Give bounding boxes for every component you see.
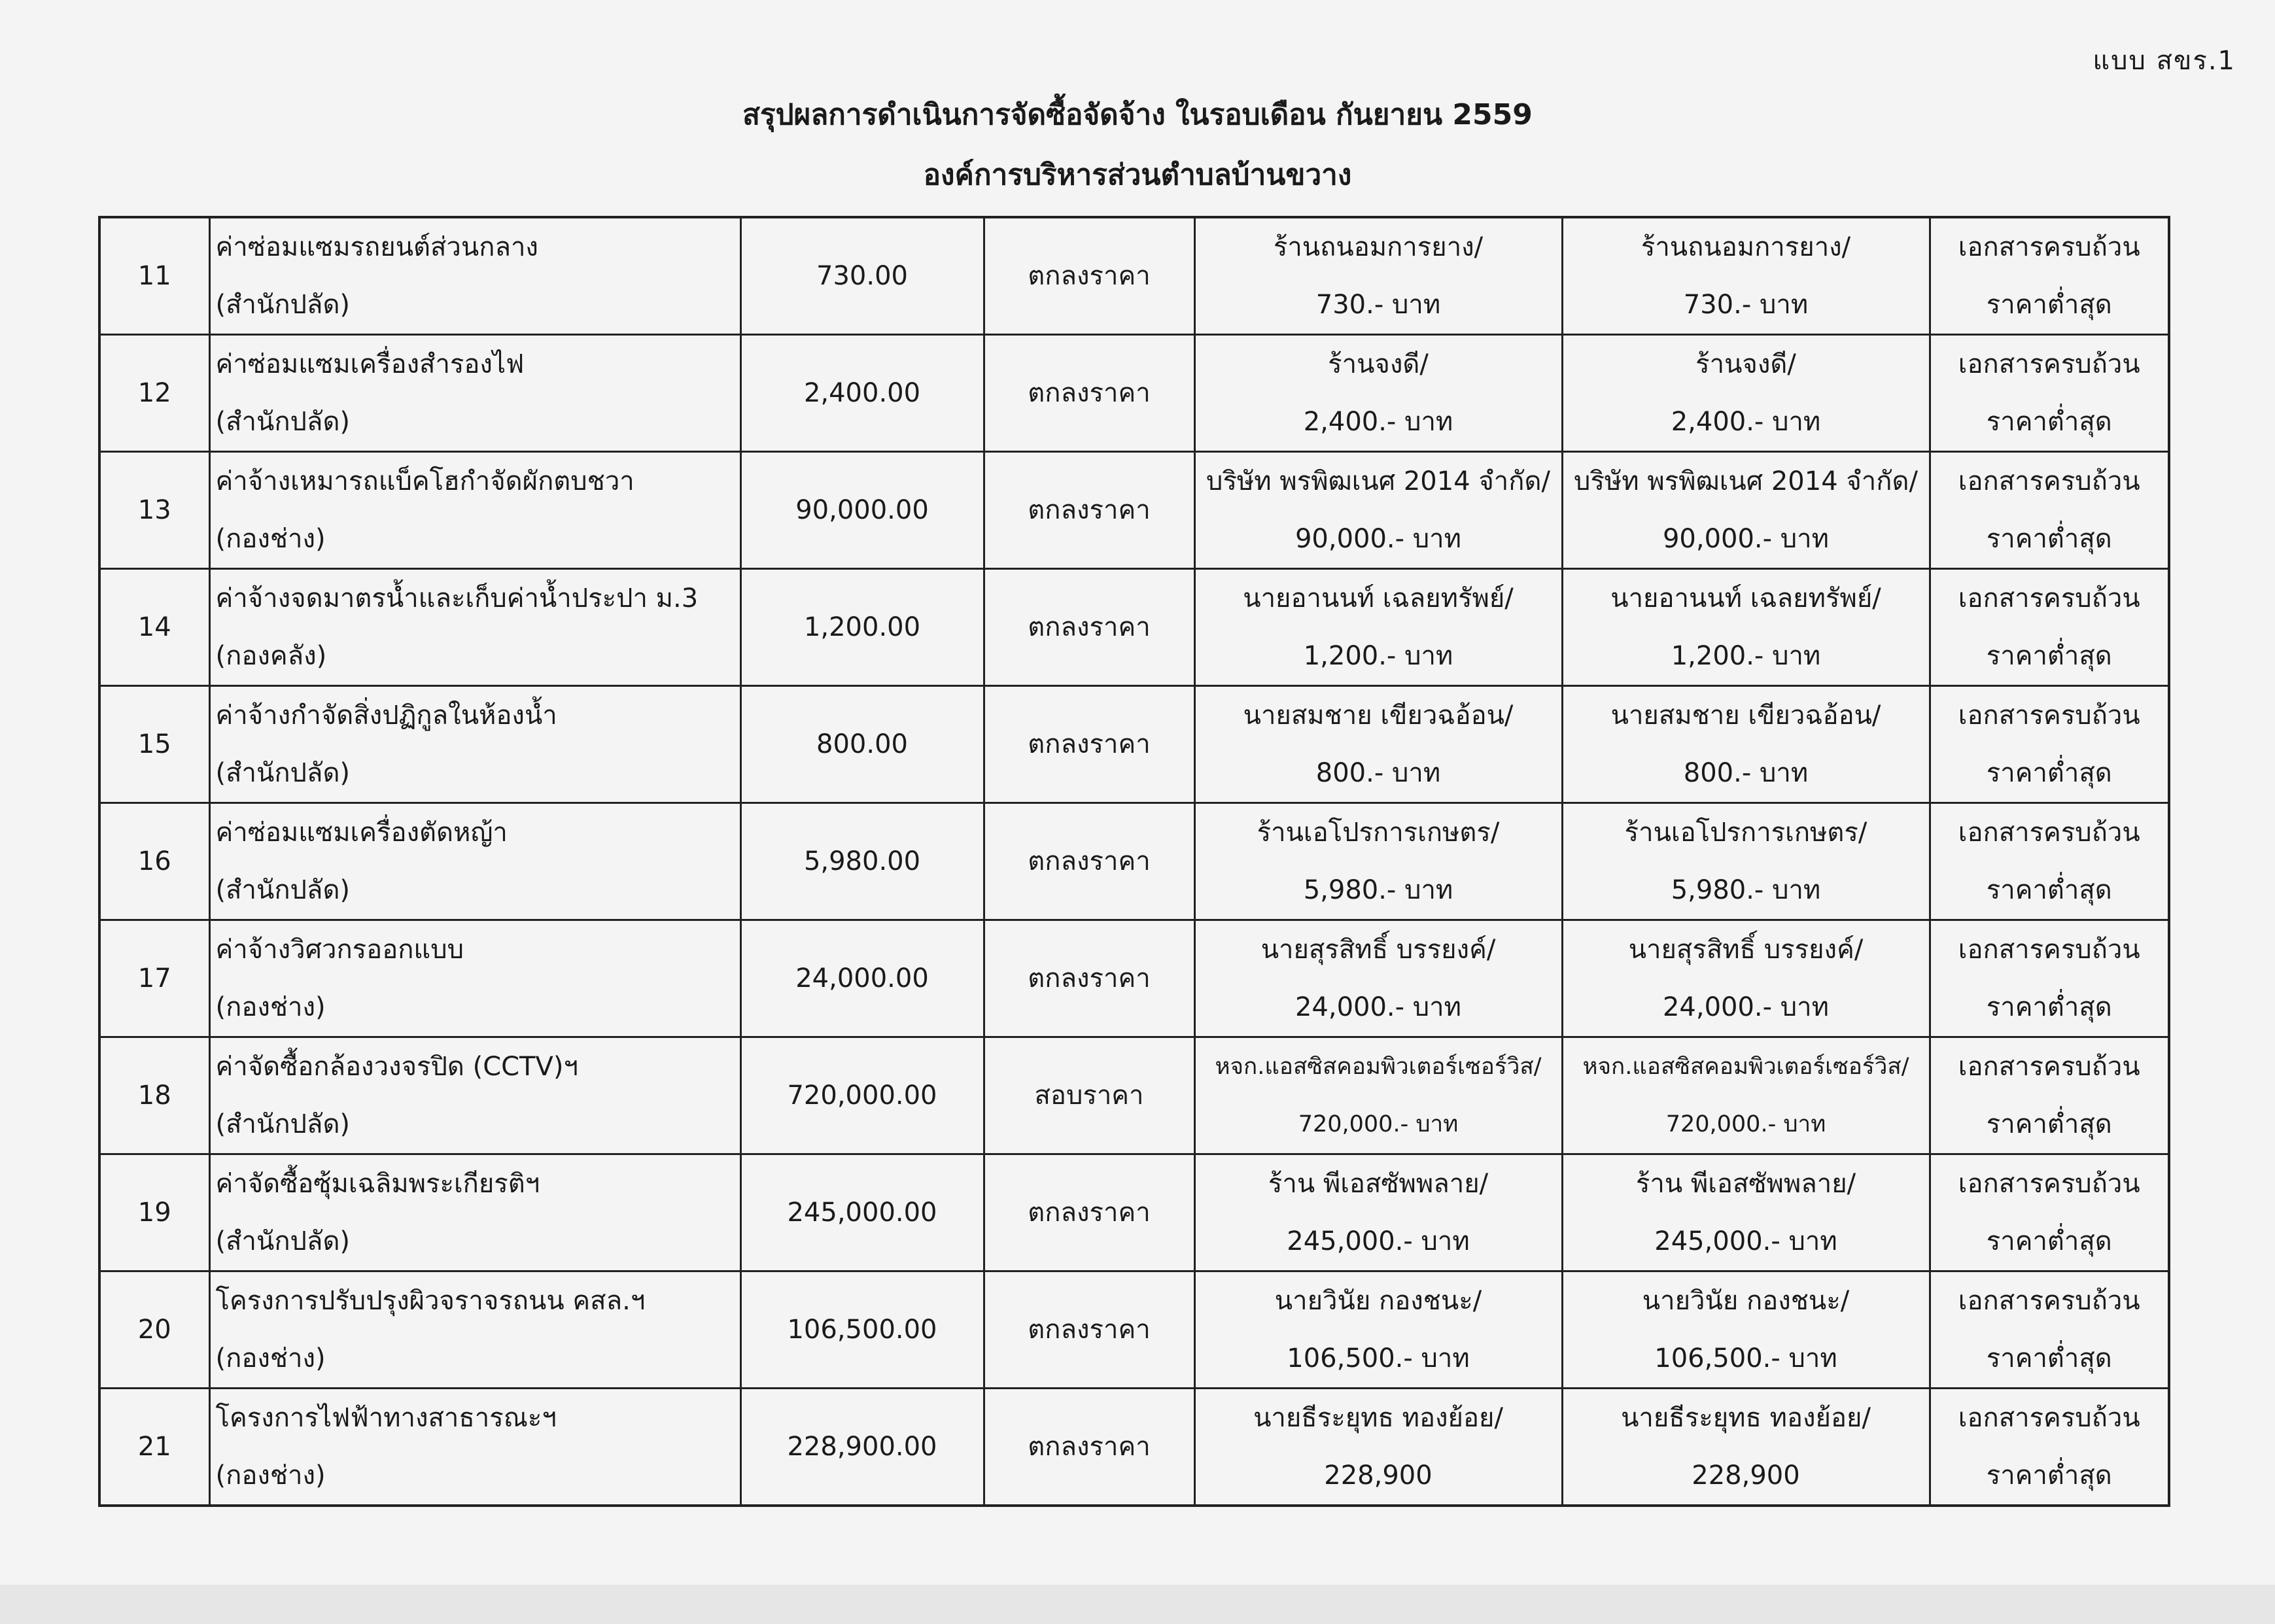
winner-name: ร้าน พีเอสซัพพลาย/	[1635, 1169, 1856, 1199]
cell-no: 13	[99, 452, 209, 569]
cell-bidder	[1194, 920, 1562, 1037]
reason-line-1: เอกสารครบถ้วน	[1958, 232, 2140, 262]
item-dept: (กองช่าง)	[215, 1460, 326, 1491]
table-row	[99, 920, 2169, 1037]
table-row	[99, 217, 2169, 335]
winner-name: ร้านจงดี/	[1695, 349, 1796, 379]
winner-price: 730.- บาท	[1683, 290, 1809, 320]
cell-bidder	[1194, 1271, 1562, 1389]
item-label: ค่าซ่อมแซมเครื่องตัดหญ้า	[215, 818, 508, 848]
item-dept: (สำนักปลัด)	[215, 407, 351, 437]
table-row	[99, 803, 2169, 920]
cell-no: 14	[99, 569, 209, 686]
cell-reason	[1930, 217, 2169, 335]
bidder-name: นายธีระยุทธ ทองย้อย/	[1253, 1403, 1503, 1433]
table-row	[99, 335, 2169, 452]
cell-method: ตกลงราคา	[984, 803, 1194, 920]
bidder-name: บริษัท พรพิฒเนศ 2014 จำกัด/	[1206, 466, 1550, 496]
bidder-name: หจก.แอสซิสคอมพิวเตอร์เซอร์วิส/	[1215, 1054, 1542, 1080]
cell-budget: 90,000.00	[740, 452, 984, 569]
reason-line-1: เอกสารครบถ้วน	[1958, 818, 2140, 848]
bidder-price: 1,200.- บาท	[1303, 641, 1453, 671]
bidder-price: 245,000.- บาท	[1287, 1226, 1470, 1256]
cell-method: ตกลงราคา	[984, 686, 1194, 803]
cell-no: 16	[99, 803, 209, 920]
cell-bidder	[1194, 1389, 1562, 1506]
cell-item	[209, 335, 740, 452]
reason-line-1: เอกสารครบถ้วน	[1958, 700, 2140, 731]
bidder-name: นายสมชาย เขียวฉอ้อน/	[1243, 700, 1514, 731]
item-label: โครงการปรับปรุงผิวจราจรถนน คสล.ฯ	[215, 1286, 646, 1316]
item-label: ค่าจัดซื้อซุ้มเฉลิมพระเกียรติฯ	[215, 1169, 540, 1199]
cell-reason	[1930, 1037, 2169, 1154]
bidder-price: 24,000.- บาท	[1294, 992, 1462, 1022]
cell-winner	[1562, 1037, 1930, 1154]
winner-name: นายอานนท์ เฉลยทรัพย์/	[1610, 583, 1881, 613]
cell-budget: 245,000.00	[740, 1154, 984, 1271]
cell-no: 20	[99, 1271, 209, 1389]
winner-name: หจก.แอสซิสคอมพิวเตอร์เซอร์วิส/	[1582, 1054, 1909, 1080]
cell-bidder	[1194, 1037, 1562, 1154]
cell-bidder	[1194, 803, 1562, 920]
table-row	[99, 569, 2169, 686]
cell-method: ตกลงราคา	[984, 335, 1194, 452]
page-subtitle: องค์การบริหารส่วนตำบลบ้านขวาง	[923, 158, 1352, 192]
cell-reason	[1930, 452, 2169, 569]
cell-bidder	[1194, 569, 1562, 686]
reason-line-1: เอกสารครบถ้วน	[1958, 349, 2140, 379]
winner-name: ร้านเอโปรการเกษตร/	[1624, 818, 1867, 848]
cell-reason	[1930, 803, 2169, 920]
reason-line-1: เอกสารครบถ้วน	[1958, 1169, 2140, 1199]
cell-winner	[1562, 452, 1930, 569]
reason-line-2: ราคาต่ำสุด	[1986, 875, 2112, 905]
table-body	[99, 217, 2169, 1506]
cell-reason	[1930, 1389, 2169, 1506]
cell-winner	[1562, 335, 1930, 452]
winner-price: 245,000.- บาท	[1654, 1226, 1837, 1256]
cell-budget: 2,400.00	[740, 335, 984, 452]
cell-method: ตกลงราคา	[984, 452, 1194, 569]
cell-winner	[1562, 1389, 1930, 1506]
bidder-price: 106,500.- บาท	[1287, 1343, 1470, 1373]
table-row	[99, 452, 2169, 569]
reason-line-2: ราคาต่ำสุด	[1986, 1460, 2112, 1491]
winner-name: นายธีระยุทธ ทองย้อย/	[1621, 1403, 1871, 1433]
winner-name: บริษัท พรพิฒเนศ 2014 จำกัด/	[1574, 466, 1918, 496]
bidder-price: 90,000.- บาท	[1294, 524, 1462, 554]
cell-item	[209, 569, 740, 686]
reason-line-1: เอกสารครบถ้วน	[1958, 1052, 2140, 1082]
item-dept: (กองคลัง)	[215, 641, 327, 671]
cell-item	[209, 1389, 740, 1506]
reason-line-2: ราคาต่ำสุด	[1986, 1109, 2112, 1139]
form-code: แบบ สขร.1	[2093, 46, 2236, 76]
bidder-name: ร้าน พีเอสซัพพลาย/	[1268, 1169, 1489, 1199]
bidder-name: ร้านเอโปรการเกษตร/	[1257, 818, 1500, 848]
winner-name: ร้านถนอมการยาง/	[1641, 232, 1851, 262]
cell-item	[209, 920, 740, 1037]
cell-method: ตกลงราคา	[984, 1389, 1194, 1506]
cell-no: 15	[99, 686, 209, 803]
item-dept: (สำนักปลัด)	[215, 1226, 351, 1256]
reason-line-2: ราคาต่ำสุด	[1986, 407, 2112, 437]
item-label: ค่าจ้างจดมาตรน้ำและเก็บค่าน้ำประปา ม.3	[215, 583, 699, 613]
cell-reason	[1930, 1154, 2169, 1271]
reason-line-2: ราคาต่ำสุด	[1986, 758, 2112, 788]
cell-budget: 800.00	[740, 686, 984, 803]
cell-no: 18	[99, 1037, 209, 1154]
cell-budget: 24,000.00	[740, 920, 984, 1037]
table-row	[99, 1154, 2169, 1271]
page-title: สรุปผลการดำเนินการจัดซื้อจัดจ้าง ในรอบเดือน กันยายน 2559	[742, 98, 1533, 131]
reason-line-1: เอกสารครบถ้วน	[1958, 583, 2140, 613]
item-dept: (กองช่าง)	[215, 992, 326, 1022]
cell-no: 21	[99, 1389, 209, 1506]
winner-price: 5,980.- บาท	[1671, 875, 1821, 905]
winner-price: 90,000.- บาท	[1662, 524, 1830, 554]
reason-line-2: ราคาต่ำสุด	[1986, 1226, 2112, 1256]
cell-no: 19	[99, 1154, 209, 1271]
cell-reason	[1930, 686, 2169, 803]
winner-price: 800.- บาท	[1683, 758, 1809, 788]
cell-no: 17	[99, 920, 209, 1037]
cell-reason	[1930, 1271, 2169, 1389]
bidder-name: ร้านถนอมการยาง/	[1273, 232, 1484, 262]
scan-bottom-strip	[0, 1585, 2275, 1624]
cell-budget: 1,200.00	[740, 569, 984, 686]
item-label: ค่าซ่อมแซมรถยนต์ส่วนกลาง	[215, 232, 538, 262]
cell-item	[209, 452, 740, 569]
cell-method: ตกลงราคา	[984, 569, 1194, 686]
winner-price: 2,400.- บาท	[1671, 407, 1821, 437]
table-row	[99, 1037, 2169, 1154]
cell-budget: 106,500.00	[740, 1271, 984, 1389]
item-label: ค่าจ้างกำจัดสิ่งปฏิกูลในห้องน้ำ	[215, 700, 557, 731]
bidder-price: 800.- บาท	[1315, 758, 1441, 788]
cell-method: ตกลงราคา	[984, 1154, 1194, 1271]
cell-winner	[1562, 569, 1930, 686]
bidder-name: นายอานนท์ เฉลยทรัพย์/	[1243, 583, 1514, 613]
cell-bidder	[1194, 217, 1562, 335]
cell-budget: 720,000.00	[740, 1037, 984, 1154]
reason-line-2: ราคาต่ำสุด	[1986, 524, 2112, 554]
bidder-price: 730.- บาท	[1315, 290, 1441, 320]
winner-price: 106,500.- บาท	[1654, 1343, 1837, 1373]
item-label: โครงการไฟฟ้าทางสาธารณะฯ	[215, 1403, 557, 1433]
reason-line-2: ราคาต่ำสุด	[1986, 992, 2112, 1022]
cell-item	[209, 1037, 740, 1154]
cell-winner	[1562, 217, 1930, 335]
procurement-table	[98, 216, 2170, 1507]
cell-budget: 730.00	[740, 217, 984, 335]
cell-bidder	[1194, 335, 1562, 452]
item-dept: (สำนักปลัด)	[215, 1109, 351, 1139]
bidder-price: 2,400.- บาท	[1303, 407, 1453, 437]
winner-price: 1,200.- บาท	[1671, 641, 1821, 671]
item-dept: (สำนักปลัด)	[215, 875, 351, 905]
cell-bidder	[1194, 1154, 1562, 1271]
item-label: ค่าจ้างวิศวกรออกแบบ	[215, 935, 464, 965]
bidder-price: 228,900	[1324, 1460, 1433, 1491]
cell-winner	[1562, 1154, 1930, 1271]
cell-item	[209, 803, 740, 920]
cell-reason	[1930, 920, 2169, 1037]
item-dept: (กองช่าง)	[215, 524, 326, 554]
winner-price: 24,000.- บาท	[1662, 992, 1830, 1022]
cell-winner	[1562, 686, 1930, 803]
cell-no: 12	[99, 335, 209, 452]
cell-item	[209, 1271, 740, 1389]
item-dept: (สำนักปลัด)	[215, 290, 351, 320]
bidder-price: 5,980.- บาท	[1303, 875, 1453, 905]
cell-bidder	[1194, 686, 1562, 803]
winner-name: นายสมชาย เขียวฉอ้อน/	[1610, 700, 1881, 731]
reason-line-2: ราคาต่ำสุด	[1986, 641, 2112, 671]
cell-no: 11	[99, 217, 209, 335]
cell-budget: 5,980.00	[740, 803, 984, 920]
cell-winner	[1562, 1271, 1930, 1389]
item-dept: (กองช่าง)	[215, 1343, 326, 1373]
reason-line-1: เอกสารครบถ้วน	[1958, 1403, 2140, 1433]
table-row	[99, 1389, 2169, 1506]
bidder-name: นายสุรสิทธิ์ บรรยงค์/	[1260, 935, 1496, 965]
item-label: ค่าซ่อมแซมเครื่องสำรองไฟ	[215, 349, 525, 379]
winner-price: 720,000.- บาท	[1665, 1111, 1826, 1137]
winner-name: นายวินัย กองชนะ/	[1642, 1286, 1850, 1316]
table-row	[99, 686, 2169, 803]
reason-line-1: เอกสารครบถ้วน	[1958, 466, 2140, 496]
table-row	[99, 1271, 2169, 1389]
cell-bidder	[1194, 452, 1562, 569]
bidder-name: นายวินัย กองชนะ/	[1274, 1286, 1482, 1316]
cell-winner	[1562, 803, 1930, 920]
bidder-price: 720,000.- บาท	[1298, 1111, 1459, 1137]
cell-method: ตกลงราคา	[984, 920, 1194, 1037]
item-dept: (สำนักปลัด)	[215, 758, 351, 788]
cell-method: ตกลงราคา	[984, 1271, 1194, 1389]
winner-price: 228,900	[1692, 1460, 1800, 1491]
cell-method: สอบราคา	[984, 1037, 1194, 1154]
item-label: ค่าจัดซื้อกล้องวงจรปิด (CCTV)ฯ	[215, 1052, 578, 1082]
reason-line-2: ราคาต่ำสุด	[1986, 1343, 2112, 1373]
reason-line-2: ราคาต่ำสุด	[1986, 290, 2112, 320]
cell-item	[209, 217, 740, 335]
cell-reason	[1930, 569, 2169, 686]
reason-line-1: เอกสารครบถ้วน	[1958, 1286, 2140, 1316]
cell-item	[209, 1154, 740, 1271]
cell-reason	[1930, 335, 2169, 452]
cell-winner	[1562, 920, 1930, 1037]
reason-line-1: เอกสารครบถ้วน	[1958, 935, 2140, 965]
cell-budget: 228,900.00	[740, 1389, 984, 1506]
cell-method: ตกลงราคา	[984, 217, 1194, 335]
cell-item	[209, 686, 740, 803]
winner-name: นายสุรสิทธิ์ บรรยงค์/	[1628, 935, 1864, 965]
bidder-name: ร้านจงดี/	[1328, 349, 1429, 379]
item-label: ค่าจ้างเหมารถแบ็คโฮกำจัดผักตบชวา	[215, 466, 634, 496]
